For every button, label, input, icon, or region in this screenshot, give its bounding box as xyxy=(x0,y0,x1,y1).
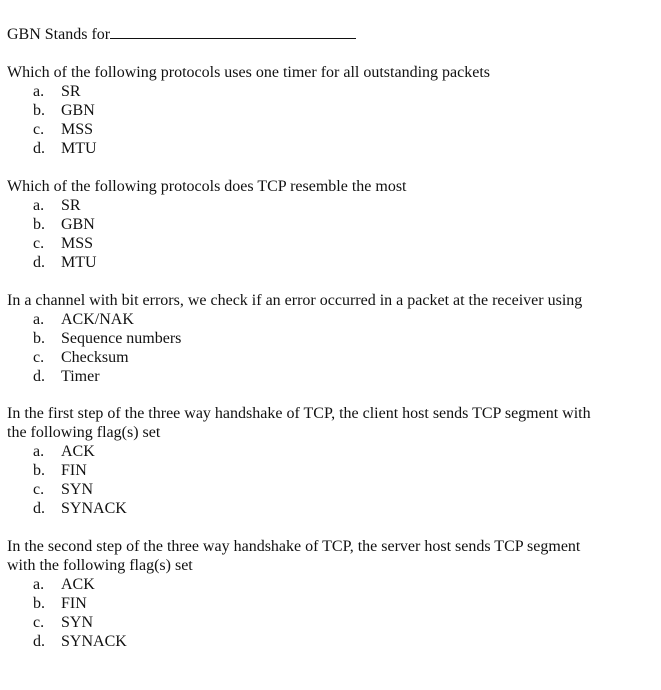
option-text: MTU xyxy=(61,254,97,271)
question-1-option-b xyxy=(33,101,95,120)
option-text: SYNACK xyxy=(61,500,127,517)
question-2-option-a xyxy=(33,196,81,215)
option-letter: d. xyxy=(33,254,45,271)
option-text: MSS xyxy=(61,121,94,138)
option-text: FIN xyxy=(61,595,87,612)
answer-blank-line xyxy=(110,24,356,39)
option-text: SYN xyxy=(61,481,94,498)
option-text: SR xyxy=(61,197,81,214)
option-letter: d. xyxy=(33,633,45,650)
option-text: ACK xyxy=(61,576,95,593)
option-letter: a. xyxy=(33,83,45,100)
fill-in-question xyxy=(7,24,356,44)
question-3-option-a xyxy=(33,310,134,329)
option-text: Sequence numbers xyxy=(61,330,182,347)
option-letter: c. xyxy=(33,349,45,366)
question-5-text-line-1: In the second step of the three way handshake of TCP, the server host sends TCP segment xyxy=(7,538,581,555)
option-letter: b. xyxy=(33,330,45,347)
question-3-option-d xyxy=(33,367,100,386)
question-2-text: Which of the following protocols does TCP resemble the most xyxy=(7,178,407,195)
question-5-option-a xyxy=(33,575,95,594)
option-letter: c. xyxy=(33,121,45,138)
question-4-option-c xyxy=(33,480,93,499)
option-letter: d. xyxy=(33,500,45,517)
option-text: GBN xyxy=(61,216,95,233)
option-letter: a. xyxy=(33,576,45,593)
question-1-option-c xyxy=(33,120,93,139)
question-5-option-c xyxy=(33,613,93,632)
option-text: SYN xyxy=(61,614,94,631)
option-letter: a. xyxy=(33,197,45,214)
question-4-option-b xyxy=(33,461,87,480)
question-4-text-line-2: the following flag(s) set xyxy=(7,424,161,441)
question-1-text: Which of the following protocols uses one timer for all outstanding packets xyxy=(7,64,490,81)
option-text: GBN xyxy=(61,102,95,119)
option-letter: b. xyxy=(33,462,45,479)
option-text: ACK/NAK xyxy=(61,311,134,328)
question-5-option-b xyxy=(33,594,87,613)
option-text: SR xyxy=(61,83,81,100)
question-4-option-a xyxy=(33,442,95,461)
question-1-option-a xyxy=(33,82,81,101)
question-4-option-d xyxy=(33,499,127,518)
fill-in-prompt: GBN Stands for xyxy=(7,26,111,43)
option-text: FIN xyxy=(61,462,87,479)
question-5-option-d xyxy=(33,632,127,651)
option-letter: d. xyxy=(33,140,45,157)
option-letter: a. xyxy=(33,443,45,460)
option-text: MTU xyxy=(61,140,97,157)
question-3-text: In a channel with bit errors, we check if an error occurred in a packet at the receiver using xyxy=(7,292,583,309)
question-5-text-line-2: with the following flag(s) set xyxy=(7,557,193,574)
question-2-option-b xyxy=(33,215,95,234)
option-text: MSS xyxy=(61,235,94,252)
question-3-option-b xyxy=(33,329,181,348)
option-letter: c. xyxy=(33,235,45,252)
option-text: SYNACK xyxy=(61,633,127,650)
option-letter: a. xyxy=(33,311,45,328)
option-text: Checksum xyxy=(61,349,129,366)
option-letter: d. xyxy=(33,368,45,385)
question-1-option-d xyxy=(33,139,97,158)
question-3-option-c xyxy=(33,348,129,367)
question-2-option-c xyxy=(33,234,93,253)
option-letter: b. xyxy=(33,216,45,233)
question-4-text-line-1: In the first step of the three way handshake of TCP, the client host sends TCP segment with xyxy=(7,405,591,422)
option-letter: b. xyxy=(33,102,45,119)
question-2-option-d xyxy=(33,253,97,272)
option-text: Timer xyxy=(61,368,100,385)
option-text: ACK xyxy=(61,443,95,460)
option-letter: c. xyxy=(33,481,45,498)
option-letter: b. xyxy=(33,595,45,612)
option-letter: c. xyxy=(33,614,45,631)
